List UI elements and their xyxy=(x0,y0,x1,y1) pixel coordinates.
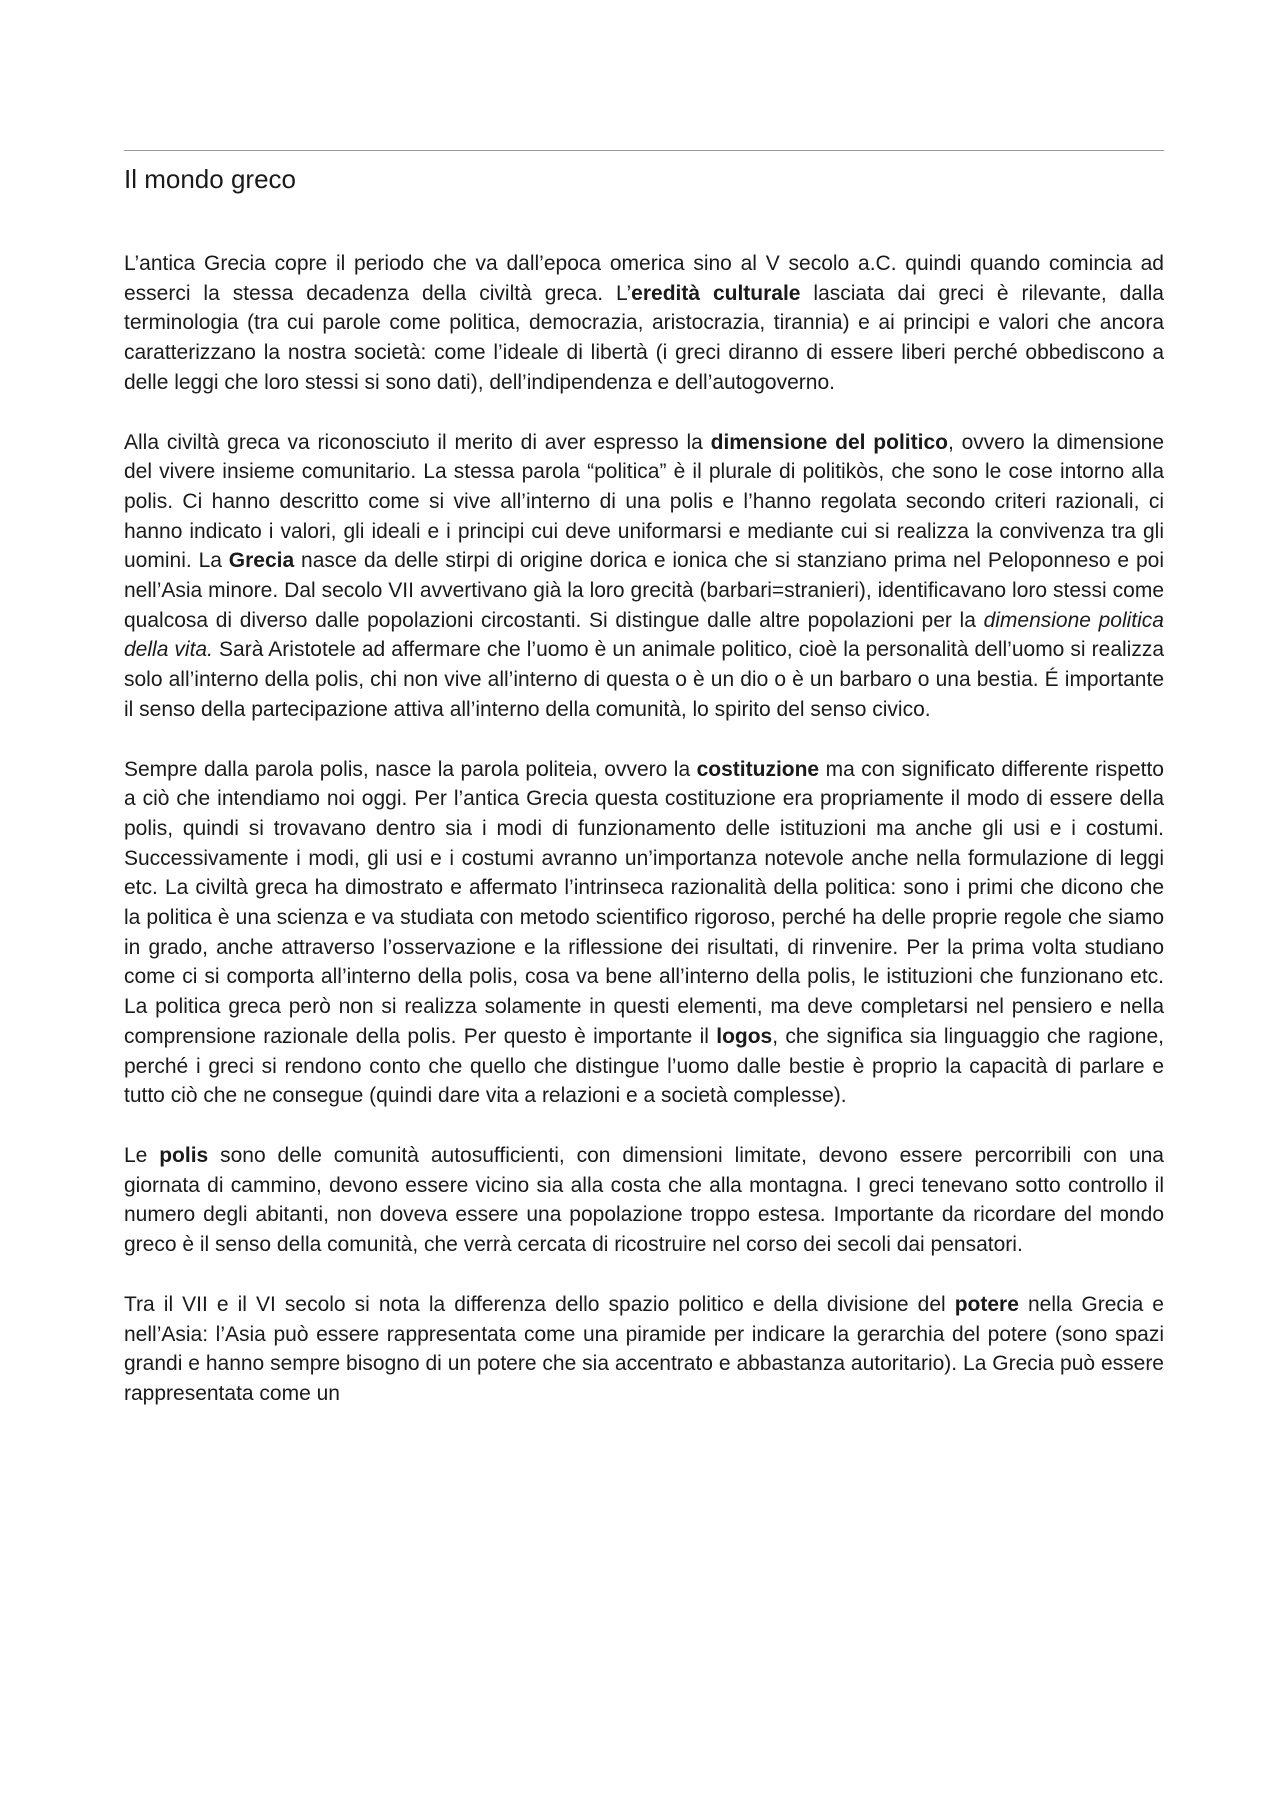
emphasis-bold: logos xyxy=(716,1024,773,1048)
emphasis-bold: Grecia xyxy=(228,549,295,573)
emphasis-italic: dimensione politica della vita. xyxy=(124,608,1164,662)
header-rule xyxy=(124,150,1164,151)
emphasis-bold: polis xyxy=(159,1143,209,1167)
text-run: Le xyxy=(124,1143,160,1167)
paragraph-polis xyxy=(124,1141,1164,1260)
paragraph-constitution xyxy=(124,755,1164,1111)
text-run: ma con significato differente rispetto a ciò che intendiamo noi oggi. Per l’antica Grecia questa costituzione era propriamente il modo di essere della polis, quindi si trovavano dentro sia i modi di funzionamento delle istituzioni ma anche gli usi e i costumi. Successivamente i modi, gli usi e i costumi avranno un’importanza notevole anche nella formulazione di leggi etc. La civiltà greca ha dimostrato e affermato l’intrinseca razionalità della politica: sono i primi che dicono che la politica è una scienza e va studiata con metodo scientifico rigoroso, perché ha delle proprie regole che siamo in grado, anche attraverso l’osservazione e la riflessione dei risultati, di rinvenire. Per la prima volta studiano come ci si comporta all’interno della polis, cosa va bene all’interno della polis, le istituzioni che funzionano etc. La politica greca però non si realizza solamente in questi elementi, ma deve completarsi nel pensiero e nella comprensione razionale della polis. Per questo è importante il xyxy=(124,757,1164,1048)
paragraph-heritage xyxy=(124,249,1164,398)
paragraph-power xyxy=(124,1290,1164,1409)
text-run: lasciata dai greci è rilevante, dalla terminologia (tra cui parole come politica, democrazia, aristocrazia, tirannia) e ai principi e valori che ancora caratterizzano la nostra società: come l’ideale di libertà (i greci diranno di essere liberi perché obbediscono a delle leggi che loro stessi si sono dati), dell’indipendenza e dell’autogoverno. xyxy=(124,281,1164,394)
emphasis-bold: eredità culturale xyxy=(631,281,801,305)
emphasis-bold: potere xyxy=(954,1292,1019,1316)
text-run: nasce da delle stirpi di origine dorica e ionica che si stanziano prima nel Peloponneso e poi nell’Asia minore. Dal secolo VII avvertivano già la loro grecità (barbari=stranieri), identificavano loro stessi come qualcosa di diverso dalle popolazioni circostanti. Si distingue dalle altre popolazioni per la xyxy=(124,549,1164,632)
text-run: , che significa sia linguaggio che ragione, perché i greci si rendono conto che quello che distingue l’uomo dalle bestie è proprio la capacità di parlare e tutto ciò che ne consegue (quindi dare vita a relazioni e a società complesse). xyxy=(124,1024,1164,1108)
emphasis-bold: costituzione xyxy=(696,757,820,781)
document-page xyxy=(124,150,1164,1439)
emphasis-bold: dimensione del politico xyxy=(710,430,948,454)
text-run: , ovvero la dimensione del vivere insieme comunitario. La stessa parola “politica” è il plurale di politikòs, che sono le cose intorno alla polis. Ci hanno descritto come si vive all’interno di una polis e l’hanno regolata secondo criteri razionali, ci hanno indicato i valori, gli ideali e i principi cui deve uniformarsi e mediante cui si realizza la convivenza tra gli uomini. La xyxy=(124,430,1164,573)
text-run: Alla civiltà greca va riconosciuto il merito di aver espresso la xyxy=(124,430,711,454)
page-title: Il mondo greco xyxy=(124,164,296,194)
text-run: sono delle comunità autosufficienti, con dimensioni limitate, devono essere percorribili con una giornata di cammino, devono essere vicino sia alla costa che alla montagna. I greci tenevano sotto controllo il numero degli abitanti, non doveva essere una popolazione troppo estesa. Importante da ricordare del mondo greco è il senso della comunità, che verrà cercata di ricostruire nel corso dei secoli dai pensatori. xyxy=(124,1143,1164,1257)
text-run: Sempre dalla parola polis, nasce la parola politeia, ovvero la xyxy=(124,757,697,781)
text-run: L’antica Grecia copre il periodo che va dall’epoca omerica sino al V secolo a.C. quindi quando comincia ad esserci la stessa decadenza della civiltà greca. L’ xyxy=(124,252,1164,305)
text-run: Sarà Aristotele ad affermare che l’uomo è un animale politico, cioè la personalità dell’uomo si realizza solo all’interno della polis, chi non vive all’interno di questa o è un dio o è un barbaro o una bestia. É importante il senso della partecipazione attiva all’interno della comunità, lo spirito del senso civico. xyxy=(124,638,1165,721)
paragraph-political-dimension xyxy=(124,428,1164,725)
text-run: Tra il VII e il VI secolo si nota la differenza dello spazio politico e della divisione del xyxy=(124,1292,955,1316)
text-run: nella Grecia e nell’Asia: l’Asia può essere rappresentata come una piramide per indicare la gerarchia del potere (sono spazi grandi e hanno sempre bisogno di un potere che sia accentrato e abbastanza autoritario). La Grecia può essere rappresentata come un xyxy=(124,1292,1164,1405)
document-body xyxy=(124,249,1164,1409)
